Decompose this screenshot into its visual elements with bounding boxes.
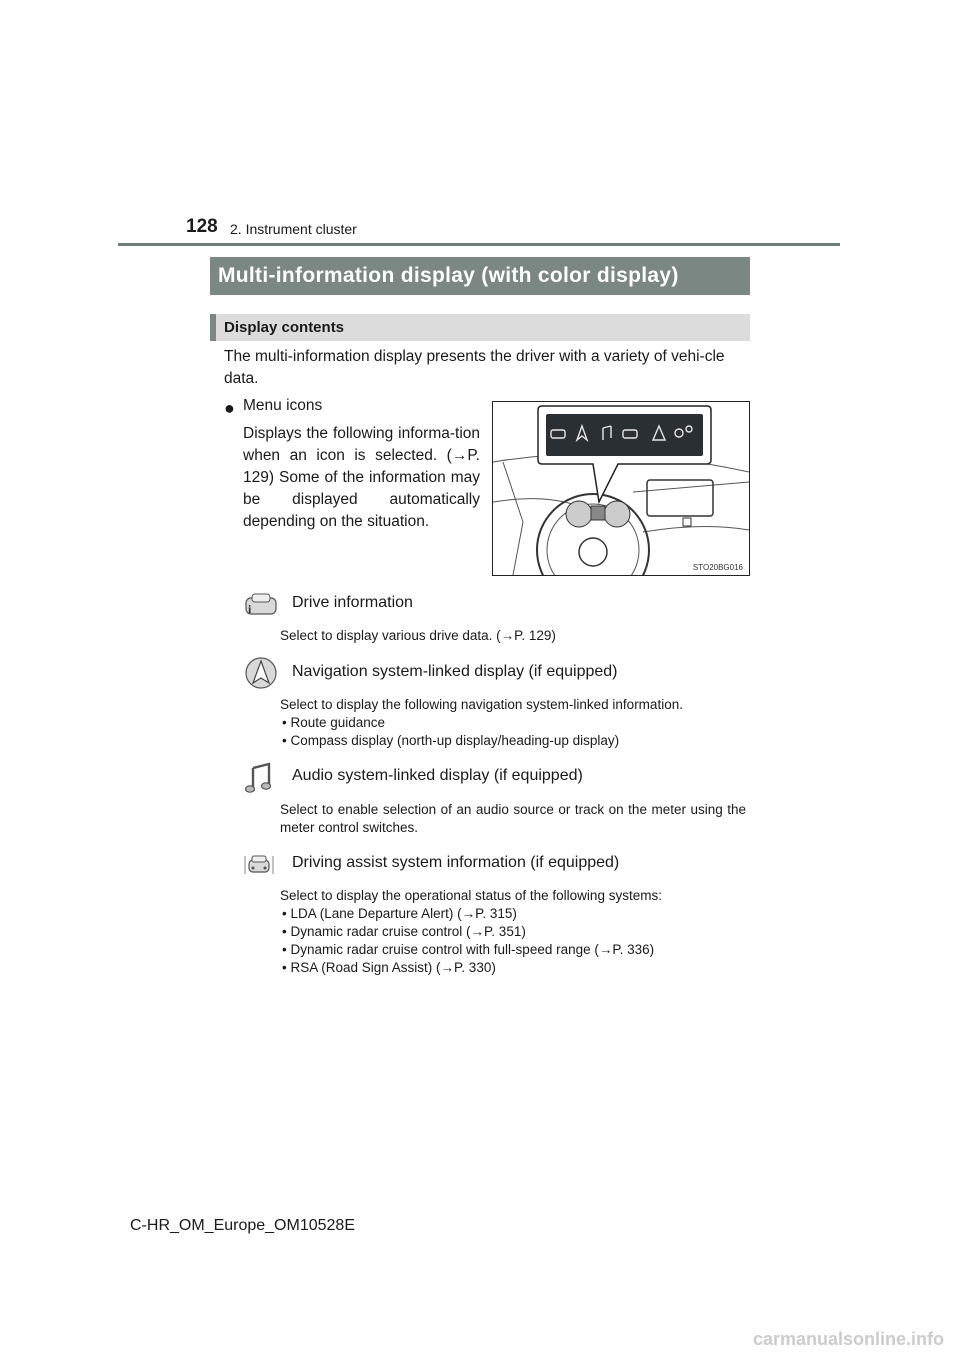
list-item: • Route guidance — [282, 714, 619, 732]
driving-assist-icon — [241, 846, 277, 882]
watermark: carmanualsonline.info — [752, 1329, 944, 1349]
item-title-drive-information: Drive information — [292, 594, 413, 611]
item-desc-drive-information: Select to display various drive data. (→P. 129) — [280, 628, 556, 643]
chapter-title: 2. Instrument cluster — [230, 221, 357, 237]
item-list-navigation — [282, 714, 619, 750]
dashboard-drawing — [493, 402, 749, 575]
footer-document-code: C-HR_OM_Europe_OM10528E — [130, 1217, 355, 1234]
bullet-icon: ● — [224, 398, 235, 418]
bullet-label: Menu icons — [243, 397, 323, 414]
list-item: • LDA (Lane Departure Alert) (→P. 315) — [282, 905, 654, 923]
subsection-title: Display contents — [210, 314, 750, 341]
item-title-navigation: Navigation system-linked display (if equipped) — [292, 663, 618, 680]
dashboard-illustration — [492, 401, 750, 576]
item-title-audio: Audio system-linked display (if equipped) — [292, 767, 583, 784]
page-number: 128 — [186, 216, 218, 237]
svg-text:i: i — [248, 602, 252, 616]
list-item: • Dynamic radar cruise control with full-speed range (→P. 336) — [282, 941, 654, 959]
section-title: Multi-information display (with color display) — [210, 257, 750, 295]
list-item: • Compass display (north-up display/heading-up display) — [282, 732, 619, 750]
bullet-body: Displays the following informa-tion when an icon is selected. (→P. 129) Some of the information may be displayed automatically depending on the situation. — [243, 425, 480, 530]
item-desc-audio: Select to enable selection of an audio source or track on the meter using the meter control switches. — [280, 802, 746, 835]
drive-information-icon — [243, 586, 279, 622]
intro-paragraph: The multi-information display presents the driver with a variety of vehi-cle data. — [224, 348, 725, 387]
figure-code: STO20BG016 — [692, 563, 743, 572]
audio-icon — [243, 759, 279, 795]
item-list-driving-assist — [282, 905, 654, 977]
item-desc-driving-assist: Select to display the operational status of the following systems: — [280, 888, 662, 903]
item-desc-navigation: Select to display the following navigation system-linked information. — [280, 697, 683, 712]
navigation-icon — [243, 655, 279, 691]
item-title-driving-assist: Driving assist system information (if equipped) — [292, 854, 620, 871]
list-item: • Dynamic radar cruise control (→P. 351) — [282, 923, 654, 941]
header-divider — [118, 243, 840, 246]
list-item: • RSA (Road Sign Assist) (→P. 330) — [282, 959, 654, 977]
